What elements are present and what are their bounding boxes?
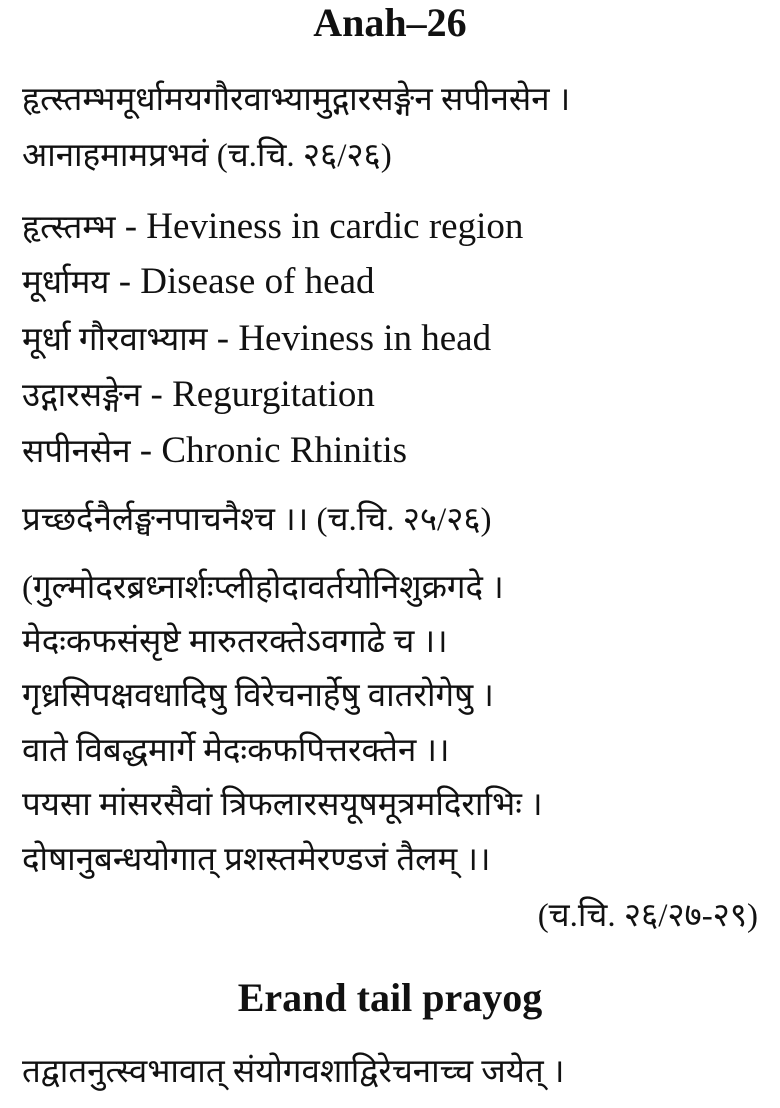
verse-line: प्रच्छर्दनैर्लङ्घनपाचनैश्च ।। (च.चि. २५/२६)	[22, 502, 492, 538]
glossary-item	[22, 375, 375, 416]
glossary-item	[22, 207, 523, 248]
meaning: Disease of head	[140, 261, 375, 302]
page-title: Anah–26	[313, 0, 467, 45]
separator: -	[141, 374, 173, 415]
term: मूर्धामय	[22, 265, 110, 301]
separator: -	[130, 430, 162, 471]
meaning: Heviness in cardic region	[146, 206, 524, 247]
verse-line: मेदःकफसंसृष्टे मारुतरक्तेऽवगाढे च ।।	[22, 624, 448, 660]
separator: -	[109, 261, 141, 302]
verse-line: (गुल्मोदरब्रध्नार्शःप्लीहोदावर्तयोनिशुक्रगदे ।	[22, 570, 504, 606]
separator: -	[115, 206, 147, 247]
glossary-item	[22, 262, 375, 303]
section-title: Erand tail prayog	[237, 975, 543, 1020]
glossary-item	[22, 319, 491, 360]
verse-line: आनाहमामप्रभवं (च.चि. २६/२६)	[22, 138, 392, 174]
verse-line: गृध्रसिपक्षवधादिषु विरेचनार्हेषु वातरोगेषु ।	[22, 678, 494, 714]
term: उद्गारसङ्गेन	[22, 378, 142, 414]
term: हृत्स्तम्भ	[22, 210, 116, 246]
verse-line: पयसा मांसरसैवां त्रिफलारसयूषमूत्रमदिराभिः ।	[22, 787, 543, 823]
meaning: Regurgitation	[172, 374, 375, 415]
term: मूर्धा गौरवाभ्याम	[22, 322, 208, 358]
separator: -	[207, 318, 239, 359]
verse-line: हृत्स्तम्भमूर्धामयगौरवाभ्यामुद्गारसङ्गेन सपीनसेन ।	[22, 82, 571, 118]
verse-line: दोषानुबन्धयोगात् प्रशस्तमेरण्डजं तैलम् ।।	[22, 842, 491, 878]
verse-reference: (च.चि. २६/२७-२९)	[537, 898, 758, 934]
term: सपीनसेन	[22, 434, 131, 470]
meaning: Chronic Rhinitis	[161, 430, 408, 471]
glossary-item	[22, 431, 407, 472]
verse-line: वाते विबद्धमार्गे मेदःकफपित्तरक्तेन ।।	[22, 733, 450, 769]
meaning: Heviness in head	[238, 318, 492, 359]
verse-line: तद्वातनुत्स्वभावात् संयोगवशाद्विरेचनाच्च जयेत् ।	[22, 1054, 565, 1090]
